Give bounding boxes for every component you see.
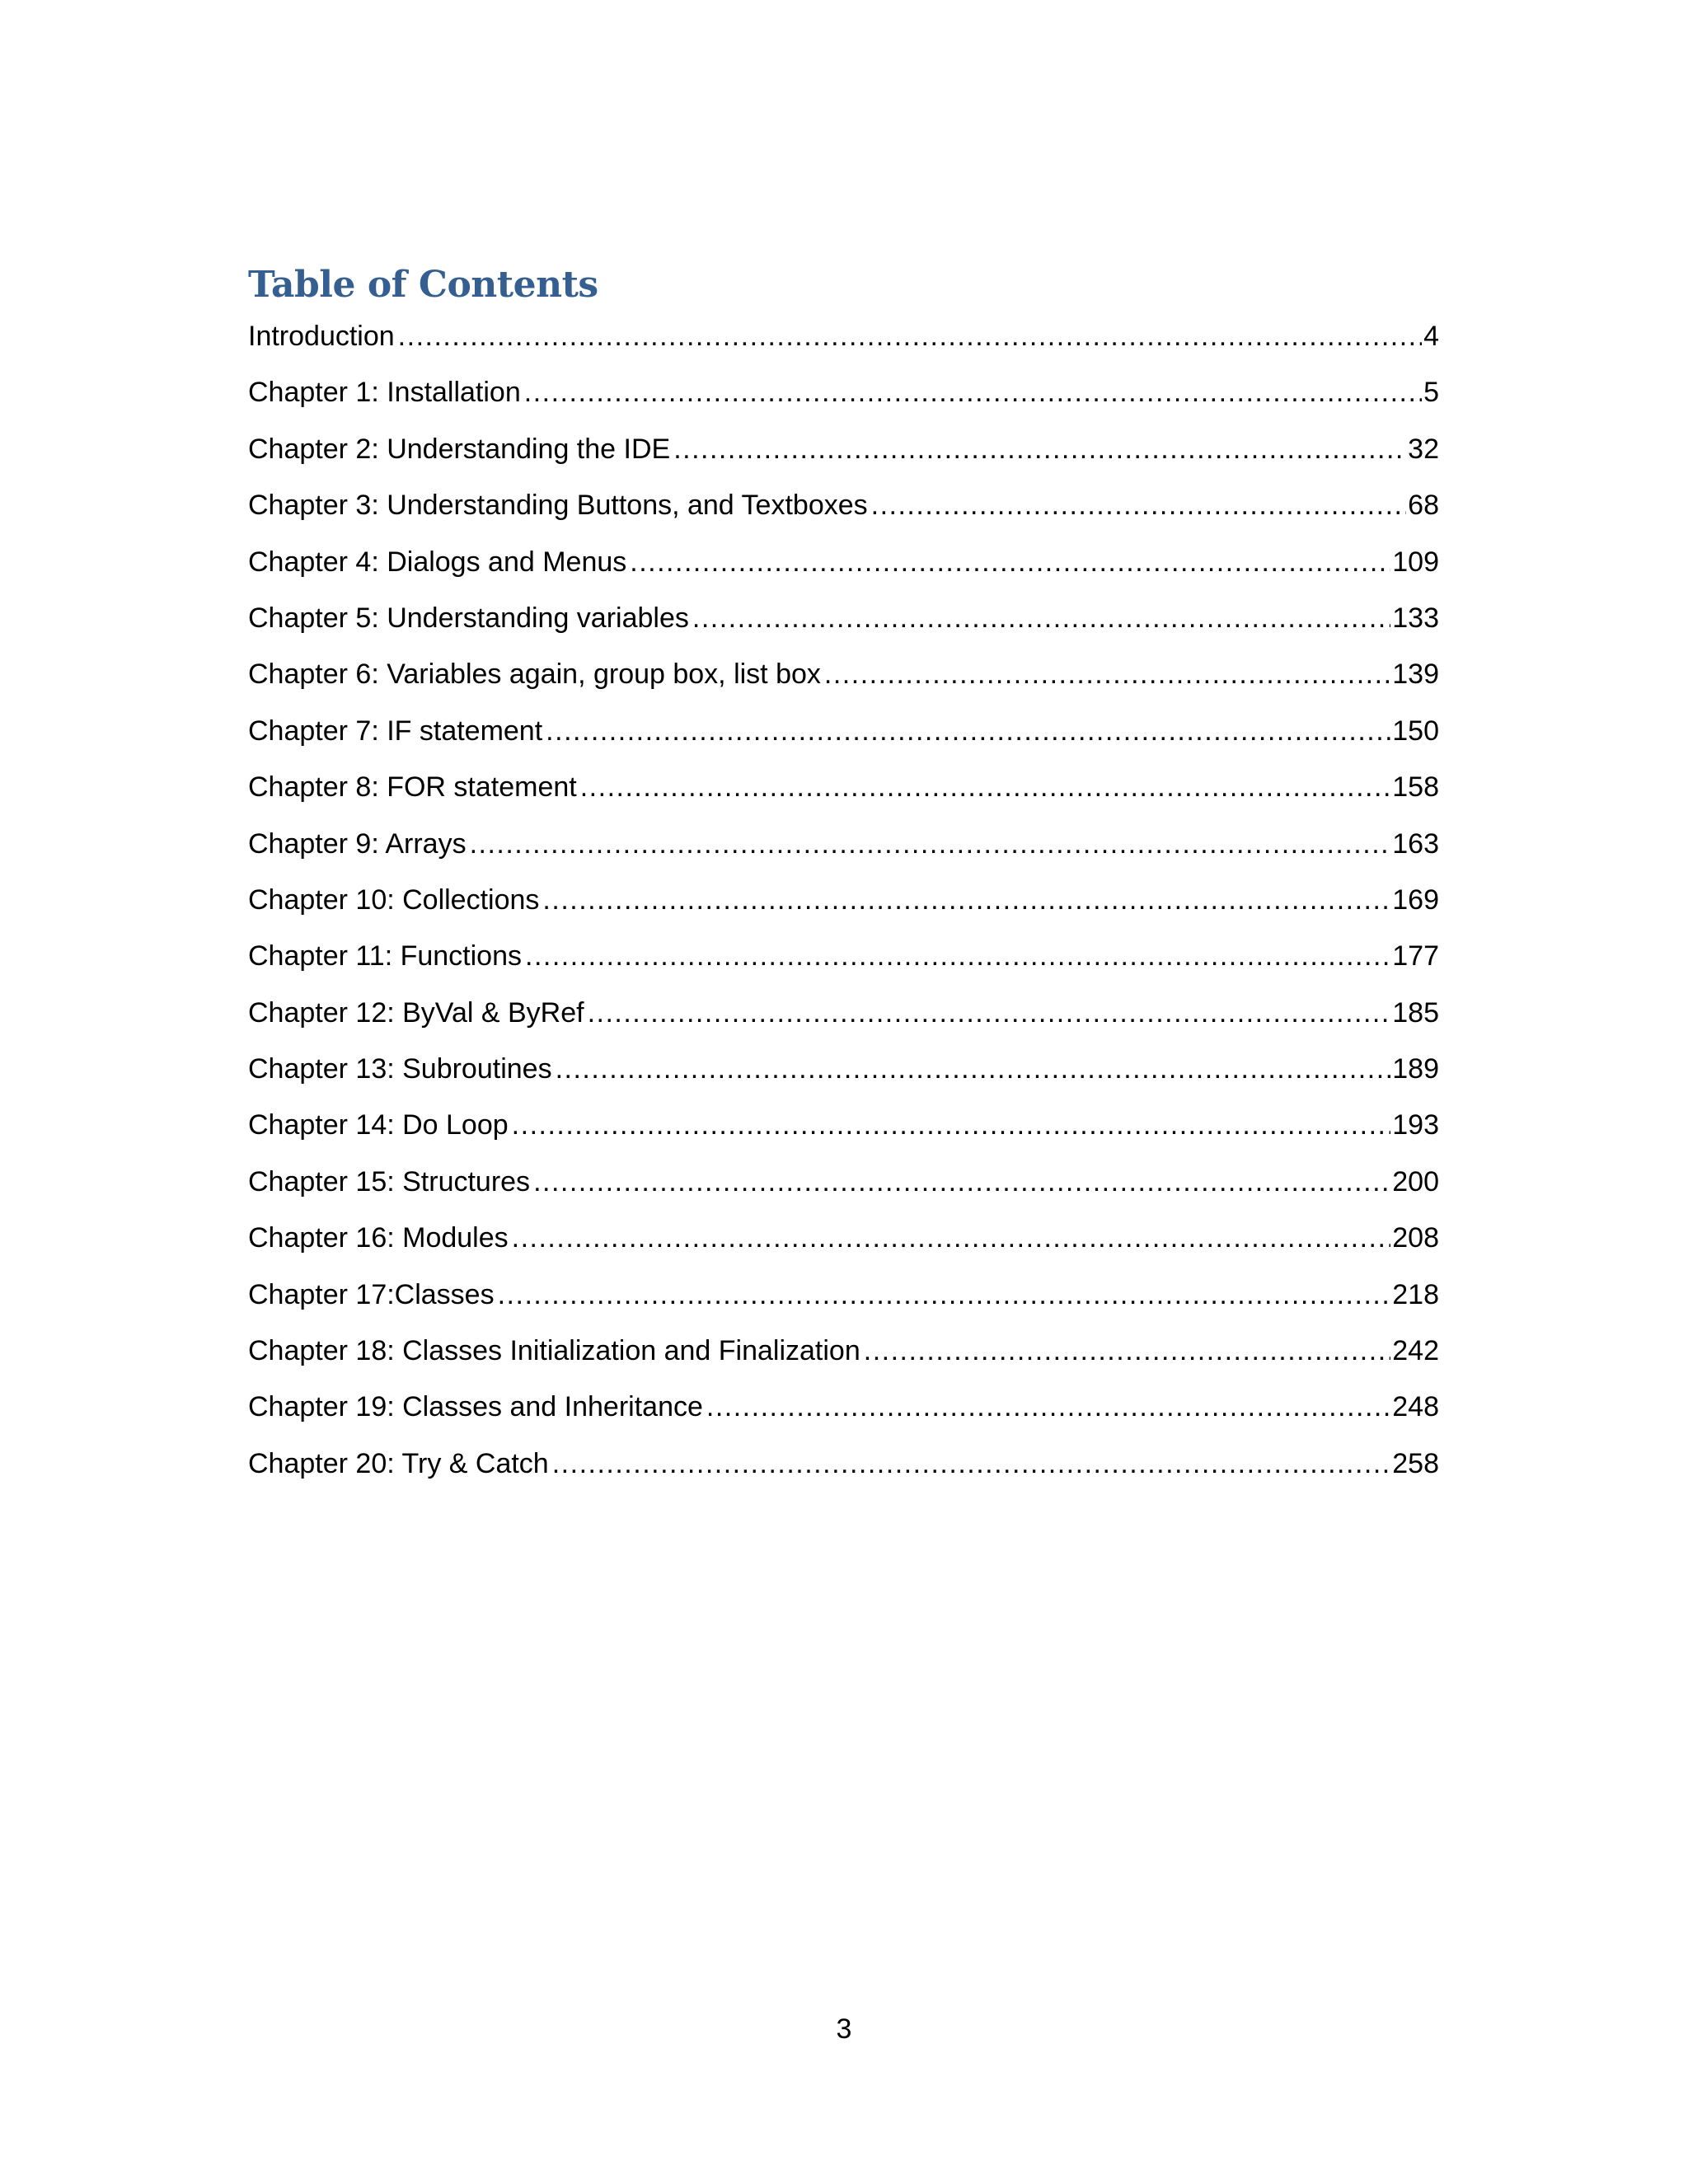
toc-entry-label: Chapter 10: Collections xyxy=(248,883,540,916)
toc-entry-page: 32 xyxy=(1408,433,1439,465)
toc-leader-dots xyxy=(673,424,1406,474)
toc-entry[interactable] xyxy=(248,368,1439,424)
toc-entry-page: 248 xyxy=(1392,1391,1439,1423)
toc-entry-label: Chapter 13: Subroutines xyxy=(248,1053,552,1085)
toc-entry-page: 193 xyxy=(1392,1109,1439,1141)
toc-entry-label: Chapter 2: Understanding the IDE xyxy=(248,433,671,465)
toc-entry[interactable] xyxy=(248,1439,1439,1495)
toc-entry-label: Chapter 5: Understanding variables xyxy=(248,602,689,634)
toc-entry-label: Chapter 12: ByVal & ByRef xyxy=(248,996,584,1029)
toc-entry-label: Chapter 9: Arrays xyxy=(248,827,467,860)
toc-entry[interactable] xyxy=(248,819,1439,875)
page-number: 3 xyxy=(836,2013,852,2045)
toc-leader-dots xyxy=(580,762,1391,812)
toc-entry[interactable] xyxy=(248,1157,1439,1213)
toc-entry-page: 177 xyxy=(1392,940,1439,972)
toc-leader-dots xyxy=(556,1044,1391,1094)
toc-entry-page: 139 xyxy=(1392,658,1439,691)
toc-entry-page: 185 xyxy=(1392,996,1439,1029)
toc-leader-dots xyxy=(512,1100,1391,1150)
toc-entry-label: Chapter 6: Variables again, group box, list box xyxy=(248,658,821,691)
toc-entry-page: 242 xyxy=(1392,1335,1439,1367)
toc-entry-page: 208 xyxy=(1392,1222,1439,1254)
toc-entry-page: 4 xyxy=(1423,321,1439,352)
toc-entry-label: Chapter 4: Dialogs and Menus xyxy=(248,546,627,578)
toc-entry-page: 150 xyxy=(1392,715,1439,747)
toc-entry[interactable] xyxy=(248,312,1439,368)
toc-entry[interactable] xyxy=(248,424,1439,480)
toc-entry-page: 133 xyxy=(1392,602,1439,634)
toc-entry-label: Chapter 8: FOR statement xyxy=(248,771,577,804)
toc-heading: Table of Contents xyxy=(248,264,598,306)
toc-entry[interactable] xyxy=(248,649,1439,705)
toc-entry[interactable] xyxy=(248,1044,1439,1100)
toc-leader-dots xyxy=(498,1270,1391,1319)
toc-entry-label: Chapter 19: Classes and Inheritance xyxy=(248,1391,703,1423)
toc-leader-dots xyxy=(630,537,1390,587)
toc-entry[interactable] xyxy=(248,1270,1439,1326)
toc-entry-page: 158 xyxy=(1392,771,1439,804)
toc-list xyxy=(248,312,1439,1495)
toc-leader-dots xyxy=(552,1439,1391,1488)
toc-entry[interactable] xyxy=(248,1382,1439,1438)
toc-entry[interactable] xyxy=(248,1326,1439,1382)
toc-entry-page: 189 xyxy=(1392,1053,1439,1085)
toc-leader-dots xyxy=(470,819,1391,869)
toc-leader-dots xyxy=(864,1326,1391,1376)
toc-entry-label: Chapter 18: Classes Initialization and Finalization xyxy=(248,1335,860,1367)
toc-leader-dots xyxy=(533,1157,1390,1207)
toc-entry-label: Chapter 16: Modules xyxy=(248,1222,509,1254)
toc-leader-dots xyxy=(398,312,1422,361)
toc-entry[interactable] xyxy=(248,537,1439,593)
toc-entry-page: 169 xyxy=(1392,883,1439,916)
toc-entry[interactable] xyxy=(248,1100,1439,1156)
toc-entry[interactable] xyxy=(248,706,1439,762)
toc-entry-label: Chapter 1: Installation xyxy=(248,377,521,409)
toc-entry-label: Chapter 20: Try & Catch xyxy=(248,1447,549,1479)
toc-leader-dots xyxy=(871,480,1407,530)
toc-leader-dots xyxy=(824,649,1390,699)
toc-entry[interactable] xyxy=(248,762,1439,818)
toc-entry-label: Chapter 11: Functions xyxy=(248,940,522,972)
toc-entry-page: 109 xyxy=(1392,546,1439,578)
toc-entry[interactable] xyxy=(248,988,1439,1044)
toc-entry-label: Chapter 3: Understanding Buttons, and Textboxes xyxy=(248,490,868,522)
toc-entry-label: Chapter 7: IF statement xyxy=(248,715,543,747)
toc-entry-label: Introduction xyxy=(248,321,395,352)
toc-entry-page: 68 xyxy=(1408,490,1439,522)
toc-entry[interactable] xyxy=(248,1213,1439,1269)
toc-entry-page: 258 xyxy=(1392,1447,1439,1479)
toc-entry-label: Chapter 15: Structures xyxy=(248,1165,531,1197)
toc-leader-dots xyxy=(525,931,1390,981)
toc-leader-dots xyxy=(542,875,1390,925)
toc-leader-dots xyxy=(706,1382,1390,1432)
toc-leader-dots xyxy=(546,706,1390,756)
toc-entry-label: Chapter 17:Classes xyxy=(248,1278,495,1310)
toc-entry-page: 5 xyxy=(1423,377,1439,409)
toc-entry-page: 218 xyxy=(1392,1278,1439,1310)
toc-leader-dots xyxy=(692,593,1390,643)
toc-entry[interactable] xyxy=(248,593,1439,649)
toc-entry-label: Chapter 14: Do Loop xyxy=(248,1109,509,1141)
toc-entry[interactable] xyxy=(248,875,1439,931)
toc-entry-page: 163 xyxy=(1392,827,1439,860)
toc-entry[interactable] xyxy=(248,931,1439,987)
toc-entry-page: 200 xyxy=(1392,1165,1439,1197)
toc-entry[interactable] xyxy=(248,480,1439,537)
toc-leader-dots xyxy=(588,988,1391,1038)
toc-leader-dots xyxy=(512,1213,1391,1263)
toc-leader-dots xyxy=(524,368,1422,417)
